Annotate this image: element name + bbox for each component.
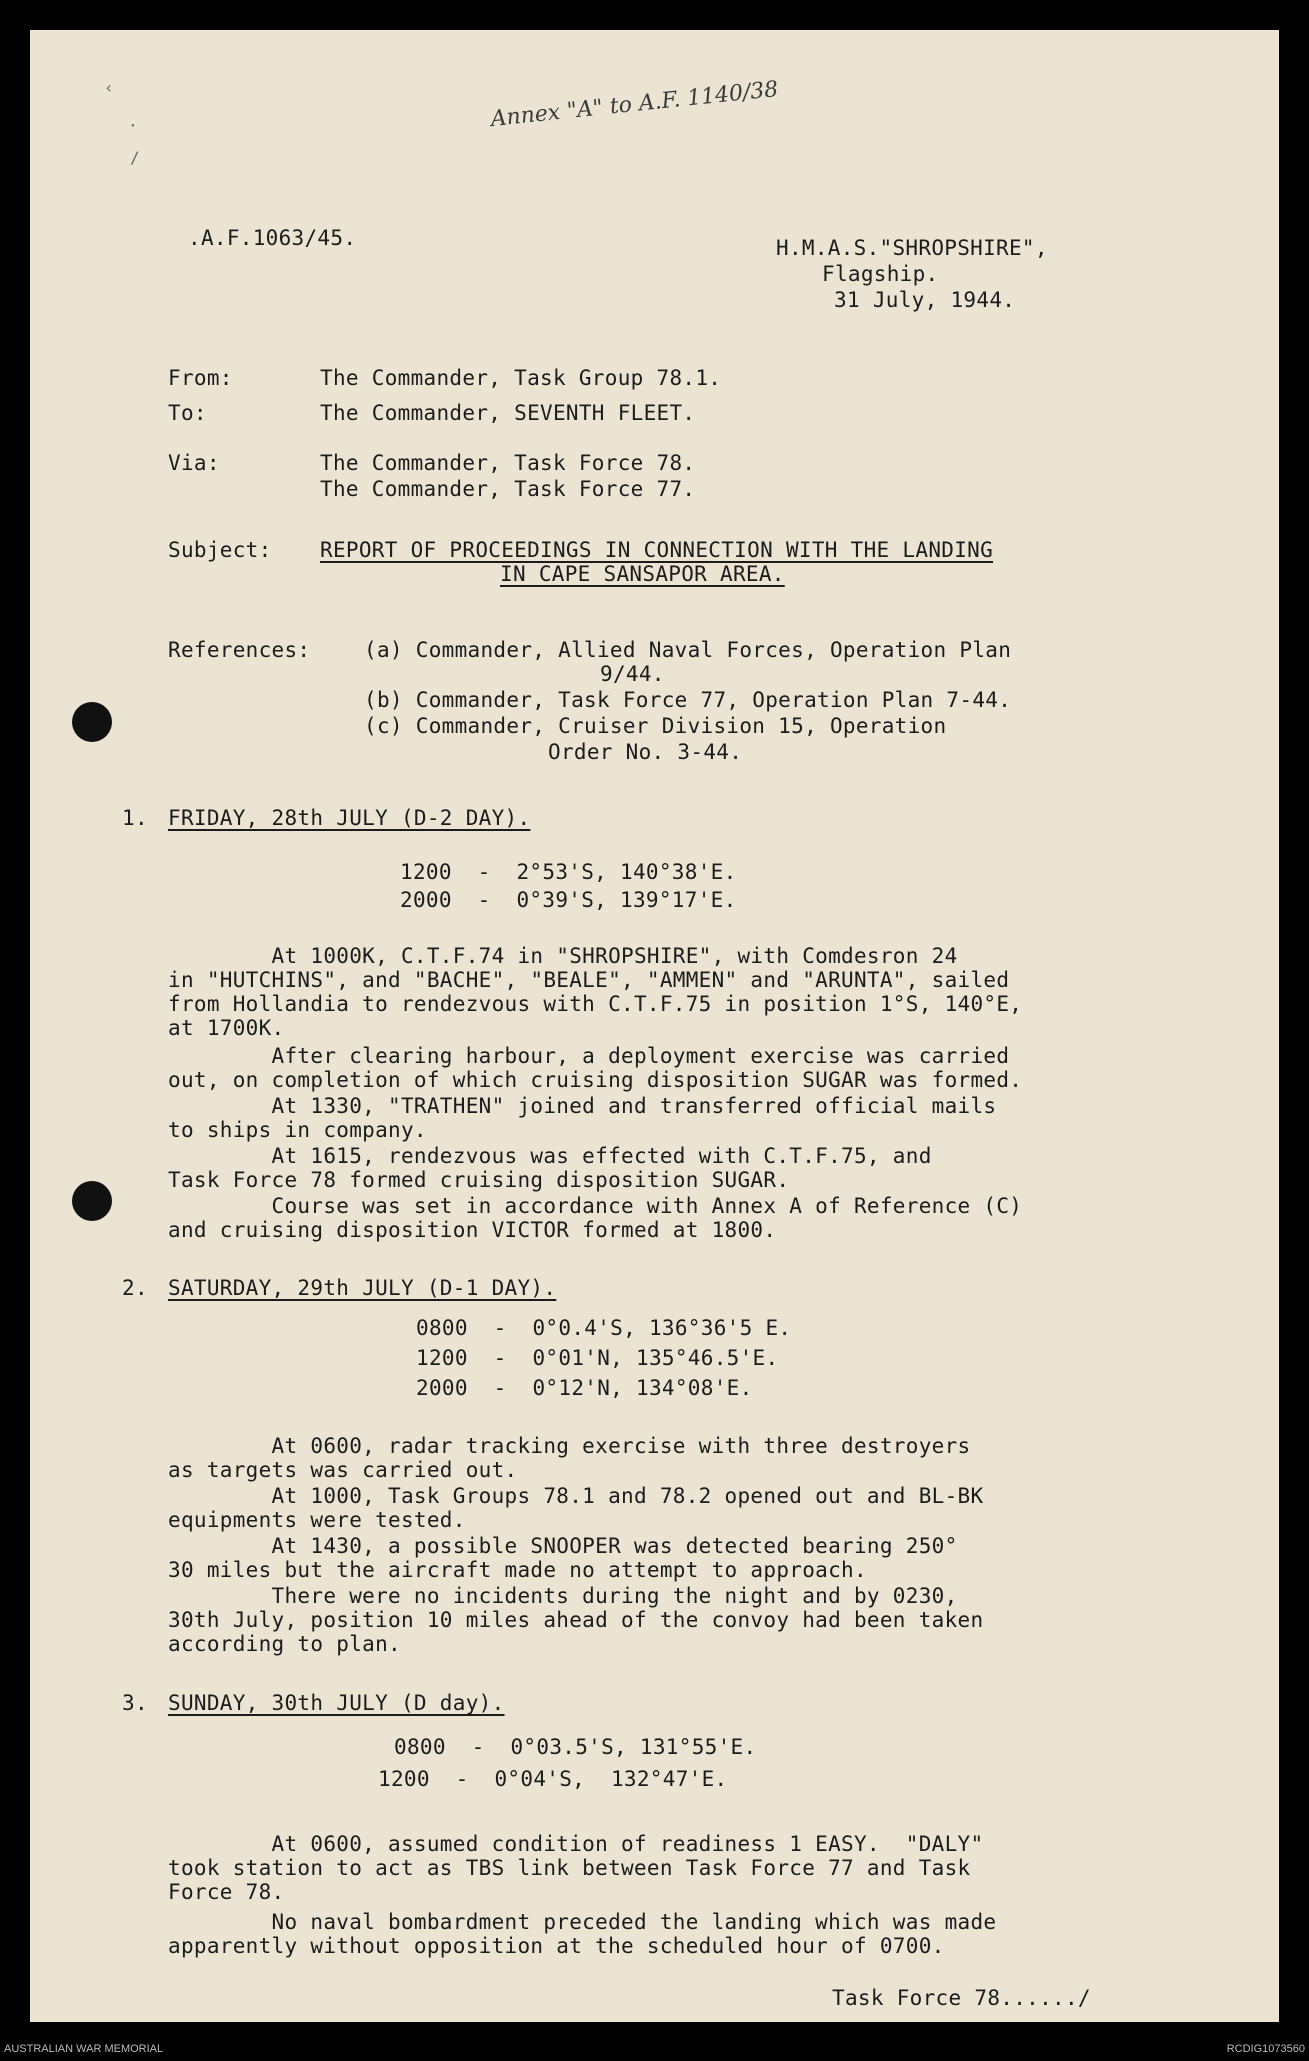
body-line: After clearing harbour, a deployment exercise was carried [168,1044,1010,1068]
footer-credit: AUSTRALIAN WAR MEMORIAL [4,2043,164,2055]
body-line: Force 78. [168,1880,285,1904]
body-line: equipments were tested. [168,1508,466,1532]
handwritten-annotation: Annex "A" to A.F. 1140/38 [489,76,780,133]
subject-line-1: REPORT OF PROCEEDINGS IN CONNECTION WITH THE LANDING [320,538,994,562]
reference-a: (a) Commander, Allied Naval Forces, Operation Plan [364,638,1012,662]
from-value: The Commander, Task Group 78.1. [320,366,722,390]
body-line: At 1000K, C.T.F.74 in "SHROPSHIRE", with Comdesron 24 [168,944,958,968]
section-number: 3. [122,1691,148,1715]
position-line: 0800 - 0°0.4'S, 136°36'5 E. [416,1316,792,1340]
body-line: 30 miles but the aircraft made no attempt to approach. [168,1558,867,1582]
position-line: 2000 - 0°39'S, 139°17'E. [400,888,737,912]
body-line: in "HUTCHINS", and "BACHE", "BEALE", "AMMEN" and "ARUNTA", sailed [168,968,1010,992]
section-heading: SUNDAY, 30th JULY (D day). [168,1691,505,1715]
subject-line-2: IN CAPE SANSAPOR AREA. [500,562,785,586]
body-line: to ships in company. [168,1118,427,1142]
punch-hole [72,1181,112,1221]
continuation-marker: Task Force 78....../ [832,1986,1091,2010]
body-line: At 1000, Task Groups 78.1 and 78.2 opened out and BL-BK [168,1484,984,1508]
body-line: 30th July, position 10 miles ahead of the convoy had been taken [168,1608,984,1632]
section-heading: SATURDAY, 29th JULY (D-1 DAY). [168,1276,557,1300]
body-line: as targets was carried out. [168,1458,518,1482]
body-line: At 1615, rendezvous was effected with C.T.F.75, and [168,1144,932,1168]
pencil-mark: ‹ [104,78,114,97]
section-number: 2. [122,1276,148,1300]
position-line: 0800 - 0°03.5'S, 131°55'E. [394,1735,757,1759]
section-number: 1. [122,806,148,830]
position-line: 2000 - 0°12'N, 134°08'E. [416,1376,753,1400]
reference-b: (b) Commander, Task Force 77, Operation Plan 7-44. [364,688,1012,712]
body-line: At 1430, a possible SNOOPER was detected bearing 250° [168,1534,958,1558]
to-label: To: [168,401,207,425]
punch-hole [72,702,112,742]
position-line: 1200 - 0°01'N, 135°46.5'E. [416,1346,779,1370]
position-line: 1200 - 0°04'S, 132°47'E. [378,1767,728,1791]
body-line: At 0600, assumed condition of readiness 1 EASY. "DALY" [168,1832,984,1856]
subject-label: Subject: [168,538,272,562]
body-line: at 1700K. [168,1016,285,1040]
via-value-1: The Commander, Task Force 78. [320,451,696,475]
reference-c-cont: Order No. 3-44. [548,740,743,764]
body-line: out, on completion of which cruising disposition SUGAR was formed. [168,1068,1023,1092]
reference-c: (c) Commander, Cruiser Division 15, Operation [364,714,947,738]
body-line: according to plan. [168,1632,401,1656]
reference-a-cont: 9/44. [600,662,665,686]
position-line: 1200 - 2°53'S, 140°38'E. [400,860,737,884]
references-label: References: [168,638,311,662]
via-value-2: The Commander, Task Force 77. [320,477,696,501]
body-line: apparently without opposition at the scheduled hour of 0700. [168,1934,945,1958]
body-line: Task Force 78 formed cruising disposition SUGAR. [168,1168,790,1192]
document-date: 31 July, 1944. [834,288,1016,312]
body-line: and cruising disposition VICTOR formed at 1800. [168,1218,777,1242]
pencil-mark: / [130,148,140,167]
reference-number: .A.F.1063/45. [188,226,357,250]
from-label: From: [168,366,233,390]
section-heading: FRIDAY, 28th JULY (D-2 DAY). [168,806,531,830]
pencil-mark: · [128,116,138,135]
document-page [30,30,1279,2022]
body-line: from Hollandia to rendezvous with C.T.F.75 in position 1°S, 140°E, [168,992,1023,1016]
ship-name: H.M.A.S."SHROPSHIRE", [776,236,1048,260]
body-line: Course was set in accordance with Annex A of Reference (C) [168,1194,1023,1218]
to-value: The Commander, SEVENTH FLEET. [320,401,696,425]
via-label: Via: [168,451,220,475]
body-line: No naval bombardment preceded the landing which was made [168,1910,997,1934]
body-line: At 1330, "TRATHEN" joined and transferred official mails [168,1094,997,1118]
footer-id: RCDIG1073560 [1226,2043,1305,2055]
body-line: took station to act as TBS link between Task Force 77 and Task [168,1856,971,1880]
body-line: At 0600, radar tracking exercise with three destroyers [168,1434,971,1458]
flagship-label: Flagship. [822,262,939,286]
body-line: There were no incidents during the night and by 0230, [168,1584,958,1608]
